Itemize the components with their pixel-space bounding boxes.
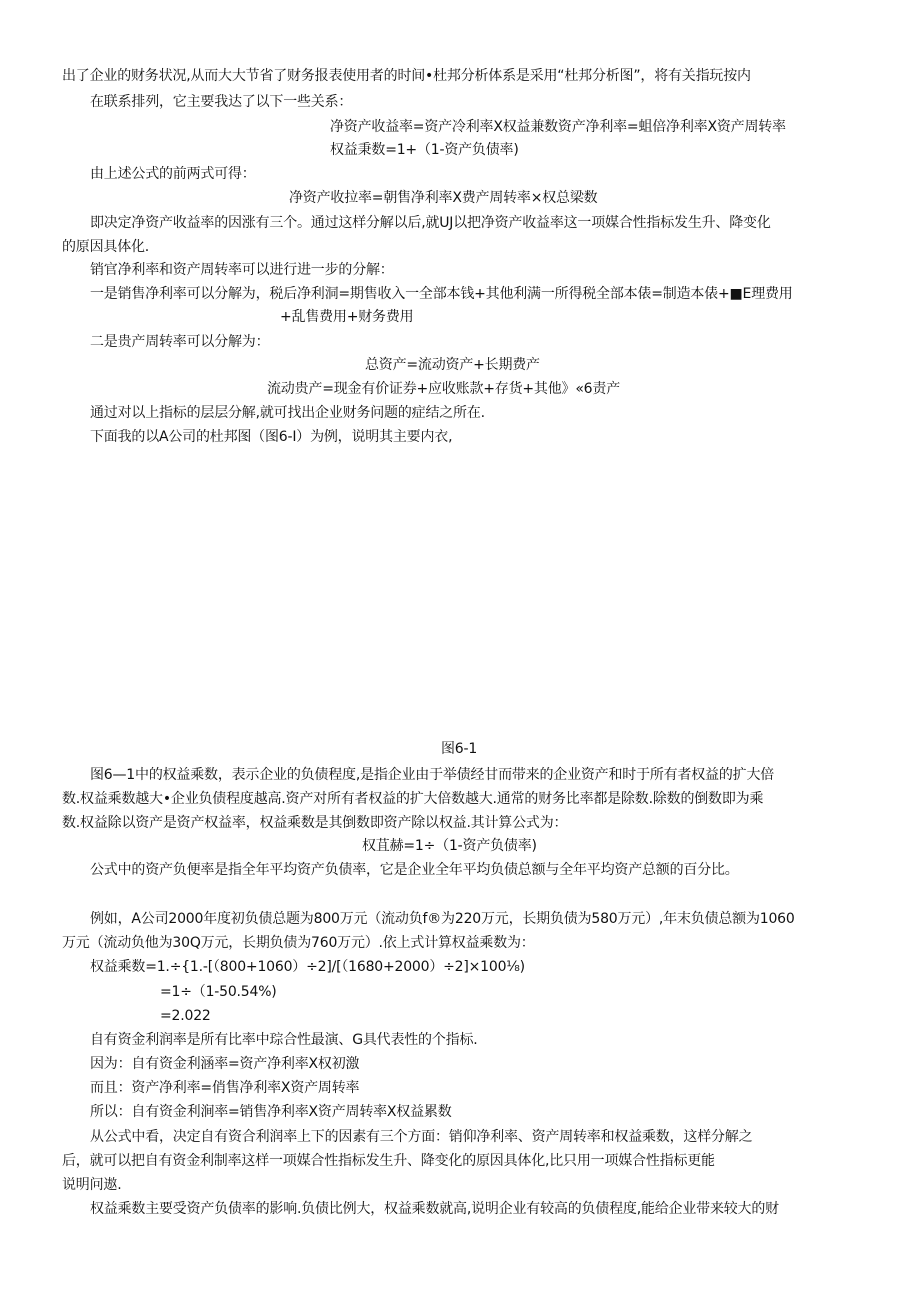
calculation-line: =1÷（1-50.54%): [160, 984, 277, 1000]
body-text-line: 一是销售净利率可以分解为，税后净利洞=期售收入一全部本钱+其他利满一所得税全部本俵=制造本俵+■E理费用: [90, 286, 793, 302]
formula-line: 净资产收益率=资产冷利率X权益兼数资产净利率=蛆倍净利率X资产周转率: [330, 119, 786, 135]
body-text-line: 在联系排列，它主要我达了以下一些关系：: [90, 94, 353, 110]
formula-line: 流动贵产=现金有价证券+应收账款+存货+其他》«6责产: [267, 381, 620, 397]
calculation-line: 权益乘数=1.÷{1.-[（800+1060）÷2]/[（1680+2000）÷2]×100⅛): [90, 959, 525, 975]
body-text-line: 即决定净资产收益率的因涨有三个。通过这样分解以后,就UJ以把净资产收益率这一项媒合性指标发生升、降变化: [90, 215, 771, 231]
formula-line: 净资产收拉率=朝售净利率X费产周转率×权总梁数: [289, 190, 598, 206]
body-text-line: 由上述公式的前两式可得：: [90, 166, 256, 182]
body-text-line: 数.权益除以资产是资产权益率，权益乘数是其倒数即资产除以权益.其计算公式为：: [62, 815, 568, 831]
body-text-line: 的原因具体化.: [62, 239, 150, 255]
body-text-line: 公式中的资产负便率是指全年平均资产负债率，它是企业全年平均负债总额与全年平均资产总额的百分比。: [90, 862, 739, 878]
body-text-line: 从公式中看，决定自有资合利润率上下的因素有三个方面：销仰净利率、资产周转率和权益乘数，这样分解之: [90, 1129, 753, 1145]
body-text-line: 自有资金利润率是所有比率中琮合性最演、G具代表性的个指标.: [90, 1032, 478, 1048]
body-text-line: 例如，A公司2000年度初负债总题为800万元（流动负f®为220万元，长期负债为580万元）,年末负债总额为1060: [90, 911, 795, 927]
body-text-line: 后，就可以把自有资金利制率这样一项媒合性指标发生升、降变化的原因具体化,比只用一项媒合性指标更能: [62, 1153, 715, 1169]
body-text-line: 而且：资产净利率=俏售净利率X资产周转率: [90, 1080, 360, 1096]
formula-line: 权益秉数=1+（1-资产负债率): [330, 142, 519, 158]
body-text-line: 下面我的以A公司的杜邦图（图6-I）为例，说明其主要内衣,: [90, 429, 453, 445]
body-text-line: 所以：自有资金利涧率=销售净利率X资产周转率X权益累数: [90, 1104, 452, 1120]
body-text-line: 万元（流动负他为30Q万元，长期负债为760万元）.依上式计算权益乘数为：: [62, 935, 535, 951]
body-text-line: 二是贵产周转率可以分解为：: [90, 334, 270, 350]
formula-line: 权苴赫=1÷（1-资产负债率): [362, 838, 537, 854]
body-text-line: 数.权益乘数越大•企业负债程度越高.资产对所有者权益的扩大倍数越大.通常的财务比率都是除数.除数的倒数即为乘: [62, 791, 764, 807]
body-text-line: 因为：自有资金利涵率=资产净利率X权初激: [90, 1056, 360, 1072]
body-text-line: 权益乘数主要受资产负债率的影响.负债比例大，权益乘数就高,说明企业有较高的负债程度,能给企业带来较大的财: [90, 1201, 779, 1217]
body-text-line: 图6—1中的权益乘数，表示企业的负债程度,是指企业由于举债经甘而带来的企业资产和时于所有者权益的扩大倍: [90, 767, 775, 783]
body-text-line: +乱售费用+财务费用: [280, 309, 414, 325]
body-text-line: 通过对以上指标的层层分解,就可找出企业财务问题的症结之所在.: [90, 405, 485, 421]
calculation-line: =2.022: [160, 1008, 211, 1024]
body-text-line: 出了企业的财务状况,从而大大节省了财务报表使用者的时间•杜邦分析体系是采用“杜邦分析图”，将有关指玩按内: [62, 68, 751, 84]
body-text-line: 销官净利率和资产周转率可以进行进一步的分解：: [90, 262, 394, 278]
body-text-line: 说明问遨.: [62, 1177, 122, 1193]
figure-caption: 图6-1: [441, 741, 478, 757]
formula-line: 总资产=流动资产+长期费产: [365, 357, 540, 373]
